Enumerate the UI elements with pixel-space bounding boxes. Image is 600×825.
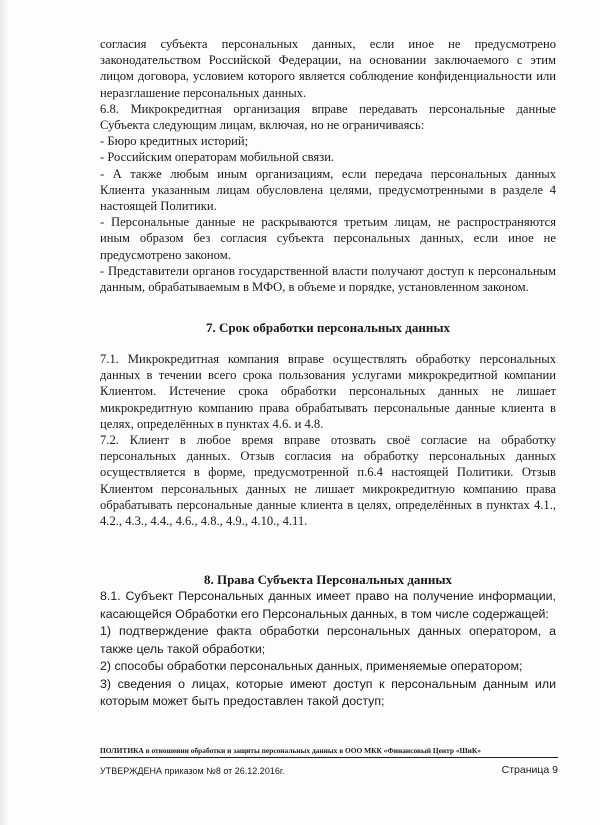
list-item: 2) способы обработки персональных данных, применяемые оператором; — [100, 659, 523, 673]
list-item: 1) подтверждение факта обработки персональных данных оператором, а также цель такой обработки; — [100, 624, 556, 656]
scan-edge-shadow — [0, 0, 8, 825]
list-item: - А также любым иным организациям, если передача персональных данных Клиента указанным лицам обусловлена целями, предусмотренными в разделе 4 настоящей Политики. — [100, 166, 556, 214]
footer-policy-title: ПОЛИТИКА в отношении обработки и защиты персональных данных в ООО МКК «Финансовый Центр «ШиК» — [100, 746, 481, 755]
section-7-heading: 7. Срок обработки персональных данных — [206, 320, 450, 335]
top-text-block — [100, 36, 556, 295]
section-7-body — [100, 351, 556, 529]
paragraph: 8.1. Субъект Персональных данных имеет право на получение информации, касающейся Обработки его Персональных данных, в том числе содержащей: — [100, 589, 556, 621]
paragraph: 7.2. Клиент в любое время вправе отозвать своё согласие на обработку персональных данных. Отзыв согласия на обработку персональных данных осуществляется в форме, предусмотренной п.6.4 настоящей Политики. Отзыв Клиентом персональных данных не лишает микрокредитную компанию права обрабатывать персональные данные клиента в целях, определённых в пунктах 4.1., 4.2., 4.3., 4.4., 4.6., 4.8., 4.9., 4.10., 4.11. — [100, 433, 556, 529]
section-8-heading: 8. Права Субъекта Персональных данных — [203, 572, 453, 587]
page-number: Страница 9 — [501, 764, 558, 776]
section-8-body — [100, 588, 556, 711]
paragraph: 7.1. Микрокредитная компания вправе осуществлять обработку персональных данных в течении всего срока пользования услугами микрокредитной компании Клиентом. Истечение срока обработки персональных данных не лишает микрокредитную компанию права обрабатывать персональные данные клиента в целях, определённых в пунктах 4.6. и 4.8. — [100, 352, 556, 431]
list-item: - Представители органов государственной власти получают доступ к персональным данным, обрабатываемым в МФО, в объеме и порядке, установленном законом. — [100, 263, 556, 295]
footer-approval-note: УТВЕРЖДЕНА приказом №8 от 26.12.2016г. — [100, 766, 285, 776]
list-item: 3) сведения о лицах, которые имеют доступ к персональным данным или которым может быть предоставлен такой доступ; — [100, 676, 556, 708]
paragraph: 6.8. Микрокредитная организация вправе передавать персональные данные Субъекта следующим лицам, включая, но не ограничиваясь: — [100, 101, 556, 133]
paragraph: согласия субъекта персональных данных, если иное не предусмотрено законодательством Российской Федерации, на основании заключаемого с этим лицом договора, условием которого является соблюдение конфиденциальности или неразглашение персональных данных. — [100, 37, 556, 100]
footer-divider — [100, 757, 558, 758]
list-item: - Персональные данные не раскрываются третьим лицам, не распространяются иным образом без согласия субъекта персональных данных, если иное не предусмотрено законом. — [100, 215, 556, 262]
list-item: - Российским операторам мобильной связи. — [100, 150, 335, 165]
list-item: - Бюро кредитных историй; — [100, 134, 249, 149]
